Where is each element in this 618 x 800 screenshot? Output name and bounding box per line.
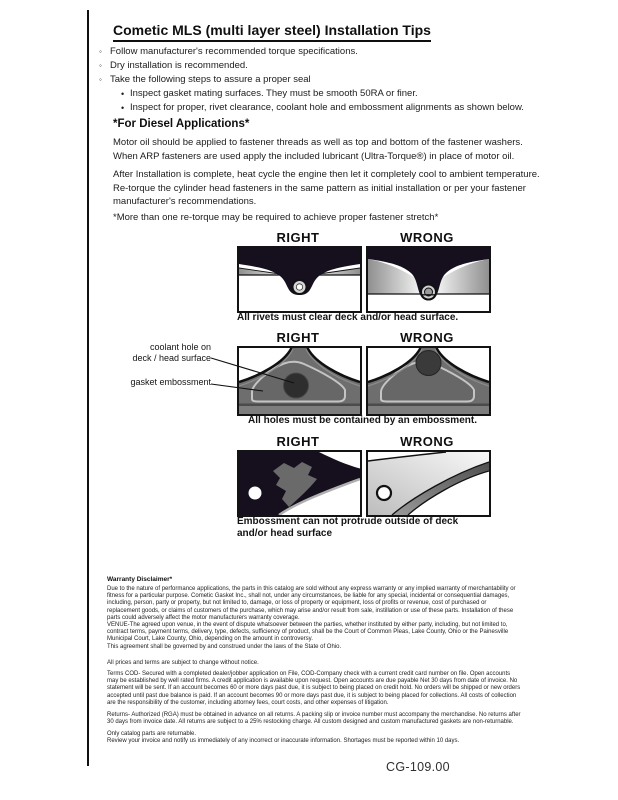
holes-right-diagram: [237, 346, 362, 416]
warranty-paragraph-1: Due to the nature of performance applications, the parts in this catalog are sold without any express warranty or any implied warranty of merchantability or fitness for a particular purpose. Cometic Gasket Inc., shall not, under any circumstances, be liable for any special, incidental or consequential damages, including, person, party or property, but not limited to, damage, or loss of property or equipment, loss of profits or revenue, cost of purchased or replacement goods, or claims of customers of the purchase, which may arise and/or result from sale, instillation or use of these parts. Installation of these parts could adversely affect the motor manufacturers warranty coverage.: [107, 586, 516, 621]
tip-text: Inspect for proper, rivet clearance, coolant hole and embossment alignments as shown below.: [130, 102, 524, 113]
warranty-paragraph-prices: All prices and terms are subject to change without notice.: [107, 660, 259, 666]
open-bullet-icon: ◦: [99, 75, 102, 84]
tip-text: Follow manufacturer's recommended torque specifications.: [110, 46, 358, 57]
list-item: [99, 101, 539, 115]
list-item: [99, 87, 539, 101]
diesel-paragraph-1: Motor oil should be applied to fastener threads as well as top and bottom of the fastener washers. When ARP fasteners are used apply the included lubricant (Ultra-Torque®) in place of motor oil.: [113, 137, 523, 162]
row3-caption-line2: and/or head surface: [237, 528, 333, 539]
warranty-paragraph-returns: Returns- Authorized (RGA) must be obtained in advance on all returns. A packing slip or invoice number must accompany the merchandise. No returns after 30 days from invoice date. All returns are subject to a 25% restocking charge. All custom designed and custom manufactured gaskets are non-returnable.: [107, 712, 521, 726]
tip-text: Inspect gasket mating surfaces. They must be smooth 50RA or finer.: [130, 88, 418, 99]
tip-text: Dry installation is recommended.: [110, 60, 248, 71]
warranty-paragraph-review: Review your invoice and notify us immediately of any incorrect or inaccurate information. Shortages must be reported within 10 days.: [107, 738, 460, 744]
protrusion-right-svg: [239, 452, 360, 515]
coolant-hole-label-line2: deck / head surface: [132, 352, 211, 363]
rivet-right-svg: [239, 248, 360, 311]
list-item: [99, 59, 539, 73]
row3-wrong-label: WRONG: [400, 434, 454, 449]
row3-caption: [237, 516, 507, 540]
retorque-note: *More than one re-torque may be required to achieve proper fastener stretch*: [113, 212, 439, 223]
page-number: CG-109.00: [386, 760, 450, 774]
holes-wrong-svg: [368, 348, 489, 414]
rivet-wrong-svg: [368, 248, 489, 311]
protrusion-right-diagram: [237, 450, 362, 517]
rivet-right-diagram: [237, 246, 362, 313]
coolant-hole-label-line1: coolant hole on: [149, 342, 211, 352]
open-bullet-icon: ◦: [99, 61, 102, 70]
filled-bullet-icon: •: [121, 89, 125, 99]
row2-caption: All holes must be contained by an embossment.: [248, 415, 477, 426]
holes-right-svg: [239, 348, 360, 414]
filled-bullet-icon: •: [121, 103, 125, 113]
open-bullet-icon: ◦: [99, 47, 102, 56]
warranty-paragraph-catalog: Only catalog parts are returnable.: [107, 731, 197, 737]
page-title: Cometic MLS (multi layer steel) Installation Tips: [113, 22, 431, 42]
row2-right-label: RIGHT: [276, 330, 320, 345]
row3-right-label: RIGHT: [276, 434, 320, 449]
list-item: [99, 45, 539, 59]
diesel-paragraph-2: After Installation is complete, heat cycle the engine then let it completely cool to ambient temperature. Re-torque the cylinder head fasteners in the same pattern as initial installation or per your fastener manufacturer's recommendations.: [113, 169, 540, 207]
rivet-wrong-diagram: [366, 246, 491, 313]
gasket-embossment-label: gasket embossment: [130, 377, 211, 387]
protrusion-wrong-diagram: [366, 450, 491, 517]
protrusion-wrong-svg: [368, 452, 489, 515]
left-margin-rule: [87, 10, 89, 766]
warranty-paragraph-terms: Terms COD- Secured with a completed dealer/jobber application on File, COD-Company check with a current credit card number on file. Open accounts may be established by well rated firms. A credit application is available upon request. Open accounts are due payable Net 30 days from date of invoice. No statement will be sent. If an account becomes 60 or more days past due, it is subject to being placed on credit hold. No orders will be shipped or new orders accepted until past due balance is paid. If an account becomes 90 or more days past due, it is subject to being placed for collections. All costs of collection are the responsibility of the customer, including attorney fees, court costs, and other expenses of litigation.: [107, 671, 521, 706]
row2-wrong-label: WRONG: [400, 330, 454, 345]
row1-caption: All rivets must clear deck and/or head surface.: [237, 312, 459, 323]
row1-right-label: RIGHT: [276, 230, 320, 245]
diesel-heading: *For Diesel Applications*: [113, 118, 250, 130]
coolant-hole-label: [99, 342, 211, 363]
warranty-paragraph-venue: VENUE-The agreed upon venue, in the event of dispute whatsoever between the parties, whether instituted by either party, including, but not limited to, contract terms, payment terms, delivery, type, defects, sufficiency of product, shall be the Court of Common Pleas, Lake County, Ohio or the Painesville Municipal Court, Lake County, Ohio, depending on the amount in controversy.: [107, 622, 509, 643]
holes-wrong-diagram: [366, 346, 491, 416]
row1-wrong-label: WRONG: [400, 230, 454, 245]
warranty-heading: Warranty Disclaimer*: [107, 576, 173, 583]
installation-tips-list: [99, 45, 539, 115]
list-item: [99, 73, 539, 87]
warranty-paragraph-governing-law: This agreement shall be governed by and construed under the laws of the State of Ohio.: [107, 644, 342, 650]
tip-text: Take the following steps to assure a proper seal: [110, 74, 311, 85]
row3-caption-line1: Embossment can not protrude outside of deck: [237, 516, 459, 527]
